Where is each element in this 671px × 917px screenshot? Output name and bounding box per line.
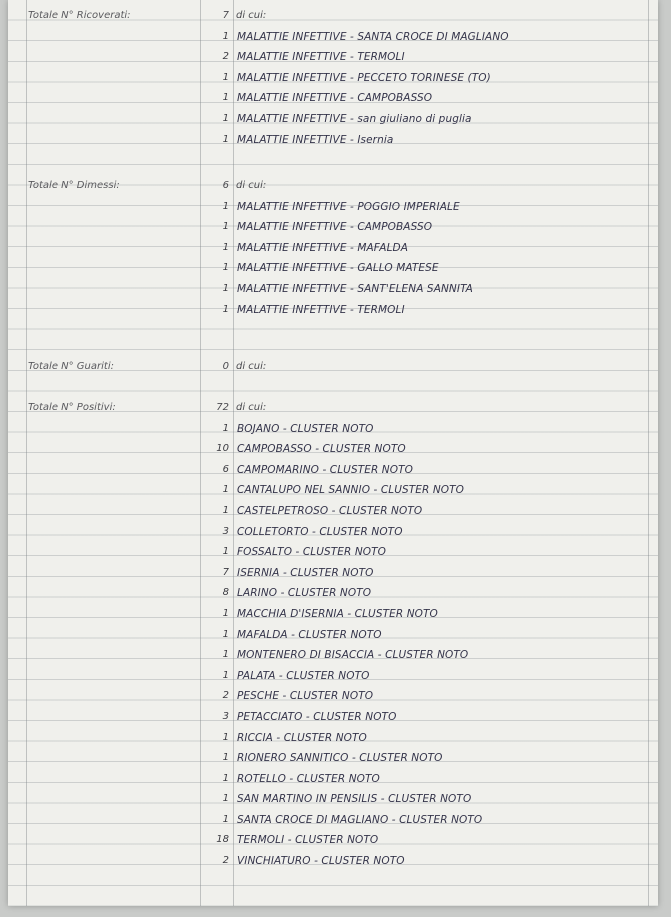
- item-count: 1: [222, 813, 229, 825]
- list-item: [8, 27, 658, 48]
- item-text: MALATTIE INFETTIVE - PECCETO TORINESE (TO): [237, 71, 491, 84]
- list-item: [8, 439, 658, 460]
- positivi-total: 72: [216, 402, 229, 413]
- item-text: MALATTIE INFETTIVE - CAMPOBASSO: [237, 221, 433, 234]
- item-text: RIONERO SANNITICO - CLUSTER NOTO: [237, 752, 443, 765]
- item-count: 1: [222, 628, 229, 640]
- item-count: 1: [222, 793, 229, 805]
- item-count: 1: [222, 71, 229, 83]
- list-item: [8, 300, 658, 321]
- item-text: CANTALUPO NEL SANNIO - CLUSTER NOTO: [237, 484, 465, 497]
- positivi-label: Totale N° Positivi:: [28, 402, 116, 413]
- list-item: [8, 686, 658, 707]
- list-item: [8, 748, 658, 769]
- item-count: 1: [222, 752, 229, 764]
- item-count: 10: [216, 443, 229, 455]
- item-text: PALATA - CLUSTER NOTO: [237, 669, 370, 682]
- list-item: [8, 522, 658, 543]
- item-count: 1: [222, 112, 229, 124]
- list-item: [8, 47, 658, 68]
- item-text: VINCHIATURO - CLUSTER NOTO: [237, 855, 405, 868]
- ricoverati-dicui: di cui:: [236, 10, 267, 21]
- dimessi-dicui: di cui:: [236, 180, 267, 191]
- list-item: [8, 851, 658, 872]
- item-count: 1: [222, 241, 229, 253]
- list-item: [8, 238, 658, 259]
- item-count: 1: [222, 504, 229, 516]
- ricoverati-total: 7: [222, 10, 229, 21]
- guariti-dicui: di cui:: [236, 361, 267, 372]
- item-text: LARINO - CLUSTER NOTO: [237, 587, 372, 600]
- item-text: RICCIA - CLUSTER NOTO: [237, 731, 367, 744]
- item-count: 1: [222, 422, 229, 434]
- dimessi-list: [8, 197, 658, 321]
- item-text: SAN MARTINO IN PENSILIS - CLUSTER NOTO: [237, 793, 472, 806]
- item-count: 1: [222, 669, 229, 681]
- item-count: 1: [222, 133, 229, 145]
- item-count: 3: [222, 710, 229, 722]
- list-item: [8, 109, 658, 130]
- list-item: [8, 197, 658, 218]
- list-item: [8, 625, 658, 646]
- item-text: MALATTIE INFETTIVE - san giuliano di puglia: [237, 112, 472, 125]
- list-item: [8, 279, 658, 300]
- item-text: MALATTIE INFETTIVE - CAMPOBASSO: [237, 92, 433, 105]
- item-count: 1: [222, 731, 229, 743]
- item-count: 6: [222, 463, 229, 475]
- item-count: 1: [222, 200, 229, 212]
- item-count: 1: [222, 221, 229, 233]
- item-text: MONTENERO DI BISACCIA - CLUSTER NOTO: [237, 649, 469, 662]
- guariti-label: Totale N° Guariti:: [28, 361, 114, 372]
- ricoverati-label: Totale N° Ricoverati:: [28, 10, 131, 21]
- item-text: SANTA CROCE DI MAGLIANO - CLUSTER NOTO: [237, 813, 483, 826]
- guariti-total: 0: [222, 361, 229, 372]
- item-text: CAMPOBASSO - CLUSTER NOTO: [237, 443, 406, 456]
- dimessi-total: 6: [222, 180, 229, 191]
- list-item: [8, 88, 658, 109]
- document-sheet: [8, 0, 658, 906]
- item-count: 1: [222, 546, 229, 558]
- item-count: 1: [222, 649, 229, 661]
- item-count: 2: [222, 690, 229, 702]
- item-count: 18: [216, 834, 229, 846]
- item-text: ROTELLO - CLUSTER NOTO: [237, 772, 380, 785]
- item-text: MALATTIE INFETTIVE - SANTA CROCE DI MAGLIANO: [237, 30, 509, 43]
- list-item: [8, 501, 658, 522]
- item-count: 1: [222, 30, 229, 42]
- list-item: [8, 769, 658, 790]
- list-item: [8, 583, 658, 604]
- item-count: 1: [222, 92, 229, 104]
- item-text: CASTELPETROSO - CLUSTER NOTO: [237, 504, 423, 517]
- item-count: 7: [222, 566, 229, 578]
- list-item: [8, 728, 658, 749]
- item-text: FOSSALTO - CLUSTER NOTO: [237, 546, 387, 559]
- item-text: MACCHIA D'ISERNIA - CLUSTER NOTO: [237, 607, 438, 620]
- list-item: [8, 460, 658, 481]
- list-item: [8, 563, 658, 584]
- item-text: MALATTIE INFETTIVE - MAFALDA: [237, 241, 409, 254]
- item-count: 2: [222, 855, 229, 867]
- item-text: ISERNIA - CLUSTER NOTO: [237, 566, 374, 579]
- item-text: MALATTIE INFETTIVE - Isernia: [237, 133, 394, 146]
- item-text: PESCHE - CLUSTER NOTO: [237, 690, 374, 703]
- list-item: [8, 666, 658, 687]
- item-text: TERMOLI - CLUSTER NOTO: [237, 834, 379, 847]
- item-text: BOJANO - CLUSTER NOTO: [237, 422, 374, 435]
- item-count: 2: [222, 51, 229, 63]
- positivi-dicui: di cui:: [236, 402, 267, 413]
- list-item: [8, 419, 658, 440]
- list-item: [8, 542, 658, 563]
- list-item: [8, 258, 658, 279]
- item-count: 1: [222, 772, 229, 784]
- item-text: MAFALDA - CLUSTER NOTO: [237, 628, 382, 641]
- item-count: 1: [222, 303, 229, 315]
- list-item: [8, 810, 658, 831]
- list-item: [8, 789, 658, 810]
- dimessi-label: Totale N° Dimessi:: [28, 180, 120, 191]
- item-text: COLLETORTO - CLUSTER NOTO: [237, 525, 403, 538]
- item-count: 1: [222, 262, 229, 274]
- item-text: MALATTIE INFETTIVE - POGGIO IMPERIALE: [237, 200, 460, 213]
- item-count: 3: [222, 525, 229, 537]
- item-text: MALATTIE INFETTIVE - TERMOLI: [237, 303, 405, 316]
- list-item: [8, 480, 658, 501]
- item-count: 1: [222, 484, 229, 496]
- ricoverati-list: [8, 27, 658, 151]
- list-item: [8, 645, 658, 666]
- item-text: PETACCIATO - CLUSTER NOTO: [237, 710, 397, 723]
- item-text: MALATTIE INFETTIVE - GALLO MATESE: [237, 262, 439, 275]
- list-item: [8, 130, 658, 151]
- item-count: 1: [222, 607, 229, 619]
- item-text: CAMPOMARINO - CLUSTER NOTO: [237, 463, 413, 476]
- list-item: [8, 707, 658, 728]
- item-text: MALATTIE INFETTIVE - SANT'ELENA SANNITA: [237, 282, 473, 295]
- item-count: 1: [222, 282, 229, 294]
- item-text: MALATTIE INFETTIVE - TERMOLI: [237, 51, 405, 64]
- positivi-list: [8, 419, 658, 872]
- list-item: [8, 830, 658, 851]
- list-item: [8, 217, 658, 238]
- list-item: [8, 68, 658, 89]
- item-count: 8: [222, 587, 229, 599]
- list-item: [8, 604, 658, 625]
